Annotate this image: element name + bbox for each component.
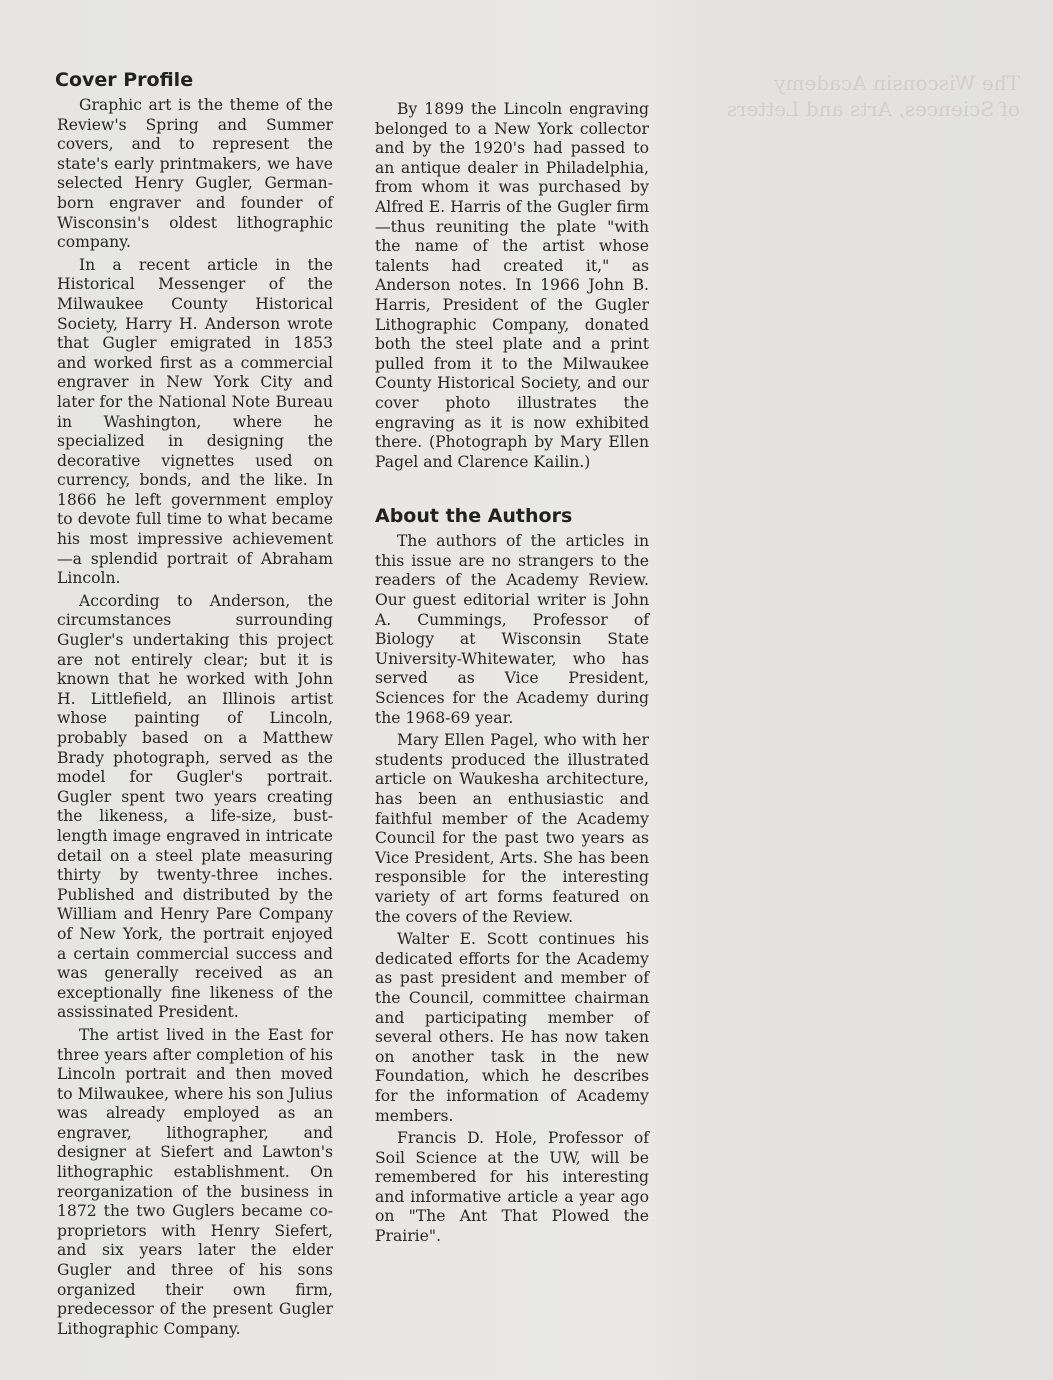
show-through-text [720,70,1020,122]
paragraph: Walter E. Scott continues his dedicated efforts for the Academy as past president and member of the Council, committee chairman and participating member of several others. He has now taken on another task in the new Foundation, which he describes for the information of Academy members. [375,930,649,1125]
section-gap [375,475,649,504]
paragraph: According to Anderson, the circumstances surrounding Gugler's undertaking this project are not entirely clear; but it is known that he worked with John H. Littlefield, an Illinois artist whose painting of Lincoln, probably based on a Matthew Brady photograph, served as the model for Gugler's portrait. Gugler spent two years creating the likeness, a life-size, bust-length image engraved in intricate detail on a steel plate measuring thirty by twenty-three inches. Published and distributed by the William and Henry Pare Company of New York, the portrait enjoyed a certain commercial success and was generally received as an exceptionally fine likeness of the assissinated President. [57,591,333,1022]
paragraph: Francis D. Hole, Professor of Soil Science at the UW, will be remembered for his interesting and informative article a year ago on "The Ant That Plowed the Prairie". [375,1129,649,1246]
paragraph: The artist lived in the East for three years after completion of his Lincoln portrait and then moved to Milwaukee, where his son Julius was already employed as an engraver, lithographer, and designer at Siefert and Lawton's lithographic establishment. On reorganization of the business in 1872 the two Guglers became co-proprietors with Henry Siefert, and six years later the elder Gugler and three of his sons organized their own firm, predecessor of the present Gugler Lithographic Company. [57,1025,334,1338]
about-authors-heading: About the Authors [375,505,573,528]
left-column [57,62,333,1342]
show-through-line: of Sciences, Arts and Letters [726,97,1020,121]
cover-profile-heading: Cover Profile [55,69,194,91]
paragraph: Graphic art is the theme of the Review's Spring and Summer covers, and to represent the state's early printmakers, we have selected Henry Gugler, German-born engraver and founder of Wisconsin's oldest lithographic company. [57,96,333,252]
paragraph: Mary Ellen Pagel, who with her students produced the illustrated article on Waukesha architecture, has been an enthusiastic and faithful member of the Academy Council for the past two years as Vice President, Arts. She has been responsible for the interesting variety of art forms featured on the covers of the Review. [375,731,649,926]
paragraph: By 1899 the Lincoln engraving belonged to a New York collector and by the 1920's had passed to an antique dealer in Philadelphia, from whom it was purchased by Alfred E. Harris of the Gugler firm—thus reuniting the plate "with the name of the artist whose talents had created it," as Anderson notes. In 1966 John B. Harris, President of the Gugler Lithographic Company, donated both the steel plate and a print pulled from it to the Milwaukee County Historical Society, and our cover photo illustrates the engraving as it is now exhibited there. (Photograph by Mary Ellen Pagel and Clarence Kailin.) [375,100,649,471]
paragraph: The authors of the articles in this issue are no strangers to the readers of the Academy Review. Our guest editorial writer is John A. Cummings, Professor of Biology at Wisconsin State University-Whitewater, who has served as Vice President, Sciences for the Academy during the 1968-69 year. [375,532,649,727]
right-column [375,100,649,1250]
show-through-line: The Wisconsin Academy [774,71,1020,95]
paragraph: In a recent article in the Historical Messenger of the Milwaukee County Historical Society, Harry H. Anderson wrote that Gugler emigrated in 1853 and worked first as a commercial engraver in New York City and later for the National Note Bureau in Washington, where he specialized in designing the decorative vignettes used on currency, bonds, and the like. In 1866 he left government employ to devote full time to what became his most impressive achievement—a splendid portrait of Abraham Lincoln. [57,255,333,588]
